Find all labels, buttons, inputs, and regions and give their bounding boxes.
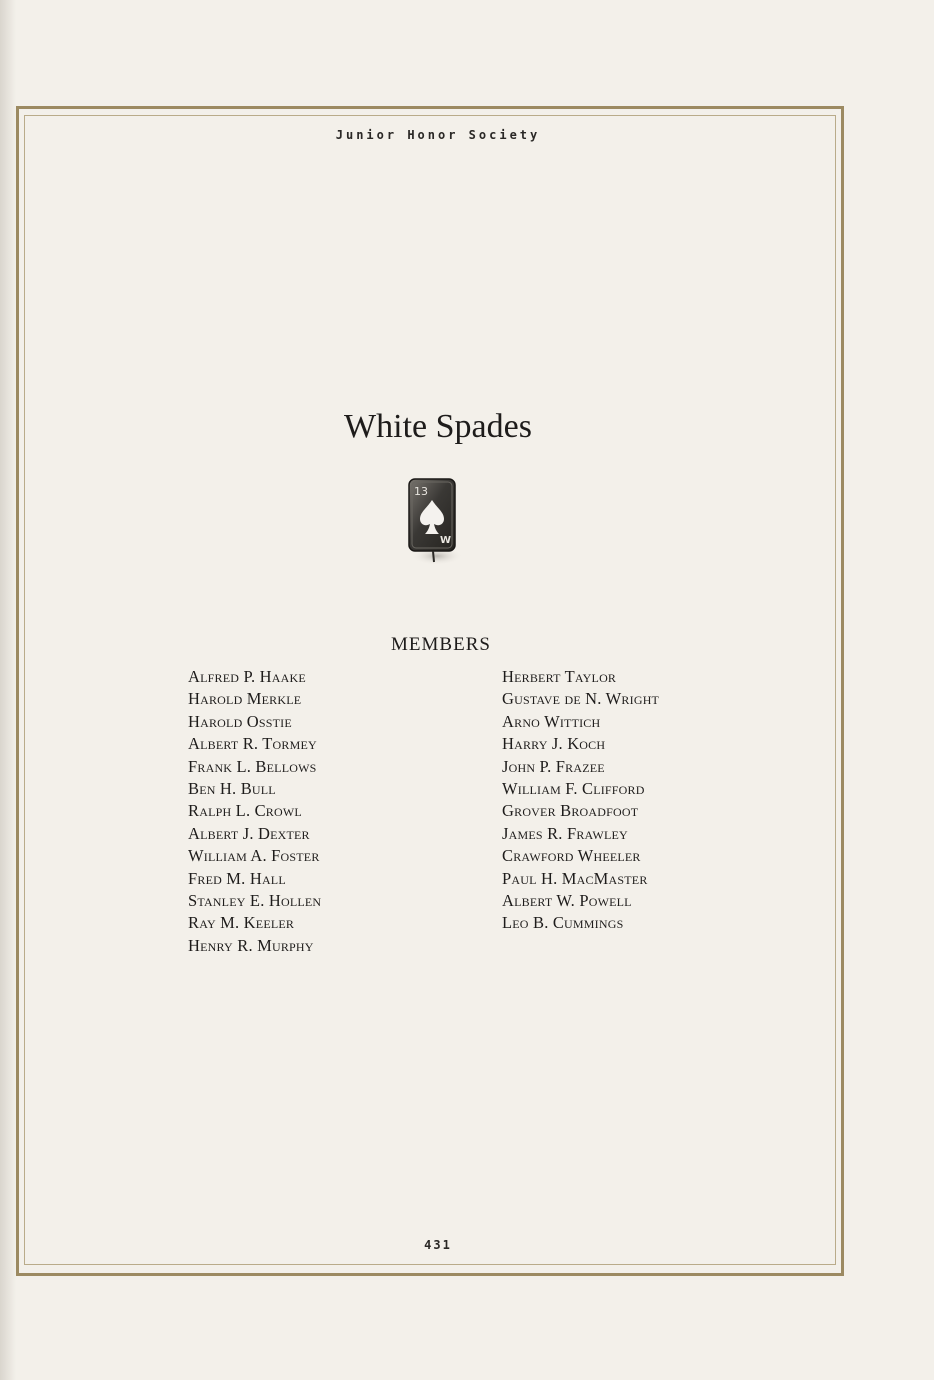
member-name: Ben H. Bull: [188, 779, 276, 799]
member-name: Frank L. Bellows: [188, 756, 317, 776]
member-name: Harry J. Koch: [502, 734, 606, 754]
member-name: Fred M. Hall: [188, 868, 286, 888]
member-name: Harold Merkle: [188, 689, 302, 709]
member-name: Stanley E. Hollen: [188, 891, 322, 911]
page-border-inner: [24, 115, 836, 1265]
members-list-left: [188, 666, 321, 957]
member-name: Albert J. Dexter: [188, 823, 310, 843]
member-name: William F. Clifford: [502, 779, 645, 799]
member-name: Arno Wittich: [502, 711, 601, 731]
member-name: William A. Foster: [188, 846, 320, 866]
page-gutter-shadow: [0, 0, 16, 1380]
running-head: Junior Honor Society: [335, 128, 541, 142]
spade-pin-icon: [403, 476, 467, 572]
member-name: Herbert Taylor: [502, 667, 617, 686]
pin-letter: W: [440, 535, 452, 546]
member-name: Albert W. Powell: [502, 891, 632, 911]
member-name: Henry R. Murphy: [188, 935, 314, 955]
member-name: Ray M. Keeler: [188, 913, 295, 933]
member-name: Albert R. Tormey: [188, 734, 317, 754]
members-heading: MEMBERS: [391, 634, 491, 655]
member-name: Harold Osstie: [188, 711, 292, 731]
page-number: 431: [424, 1238, 452, 1252]
page-title: White Spades: [344, 408, 532, 445]
member-name: Ralph L. Crowl: [188, 801, 302, 821]
member-name: John P. Frazee: [502, 756, 605, 776]
member-name: Crawford Wheeler: [502, 846, 641, 866]
member-name: Gustave de N. Wright: [502, 689, 660, 709]
members-list-right: [502, 666, 659, 935]
member-name: Leo B. Cummings: [502, 913, 624, 933]
member-name: James R. Frawley: [502, 823, 628, 843]
member-name: Alfred P. Haake: [188, 667, 306, 686]
pin-number: 13: [414, 485, 428, 498]
member-name: Paul H. MacMaster: [502, 868, 648, 888]
member-name: Grover Broadfoot: [502, 801, 639, 821]
